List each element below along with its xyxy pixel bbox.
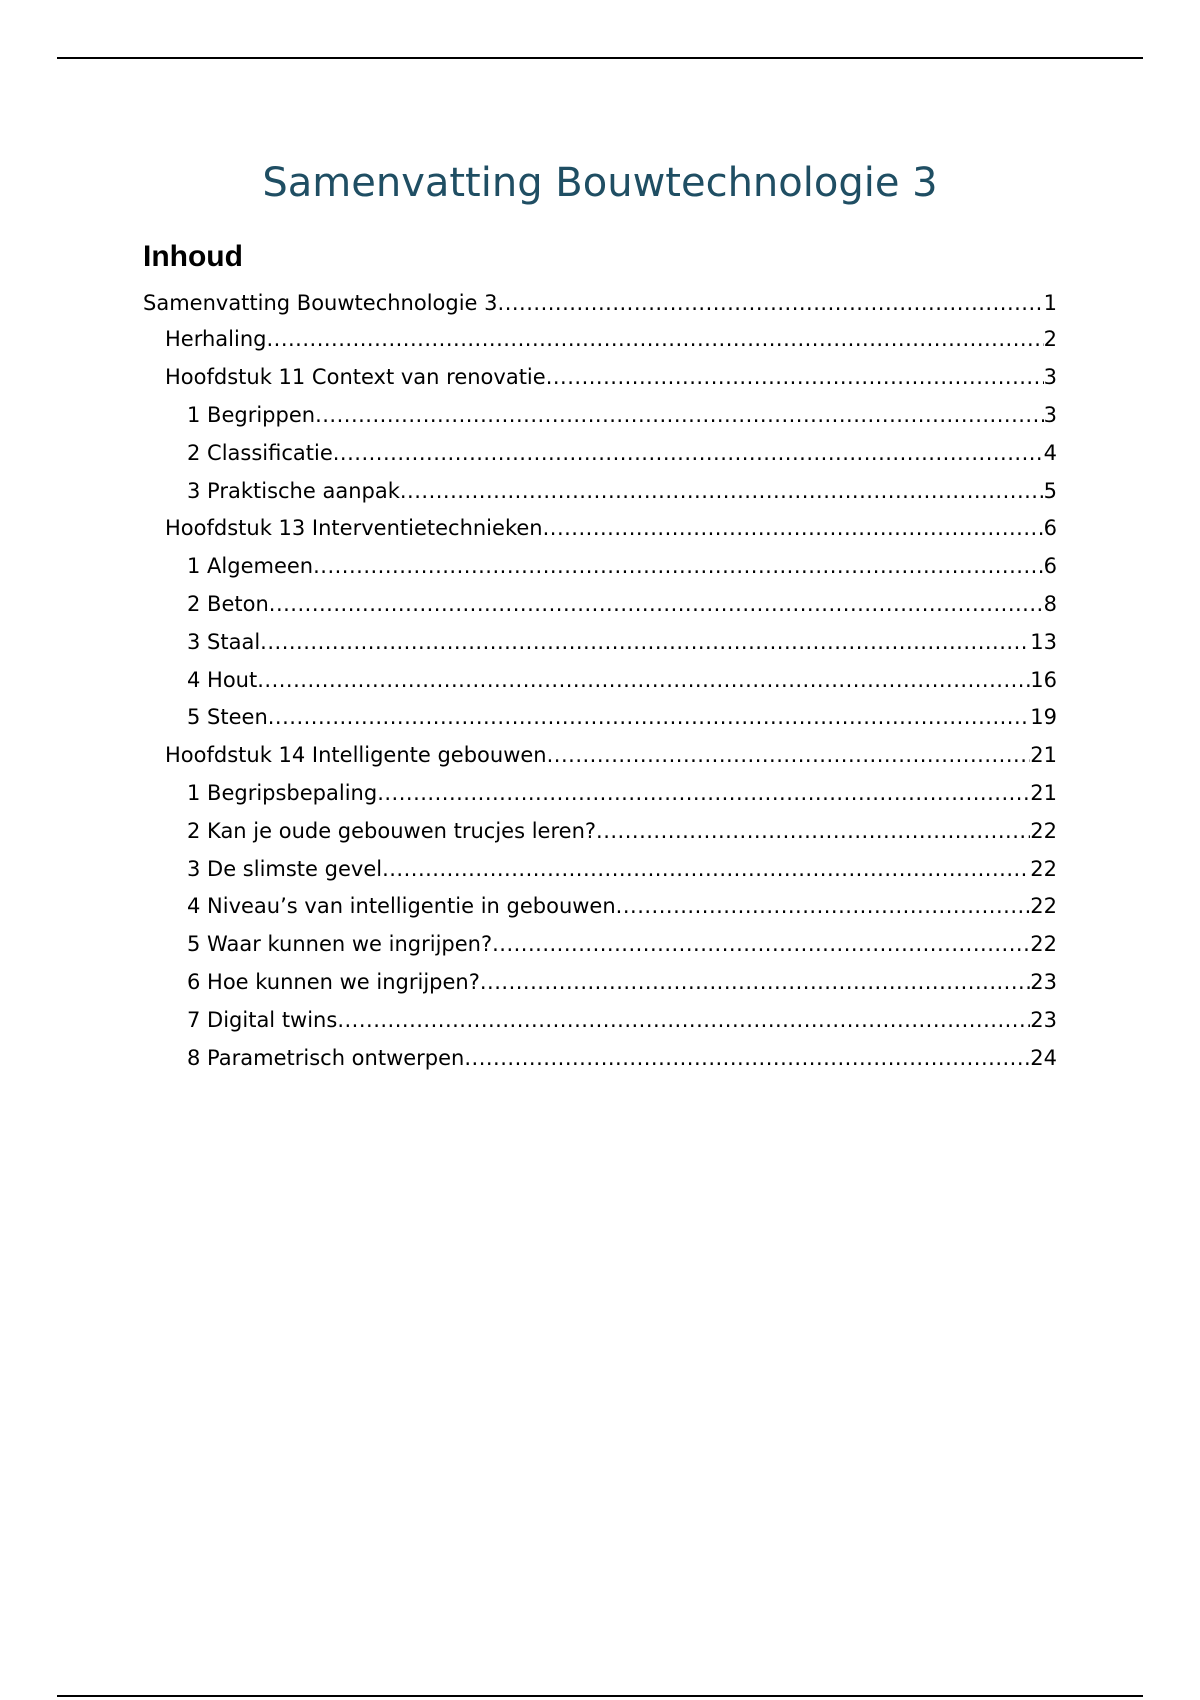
toc-leader (480, 970, 1030, 994)
toc-entry-label: 2 Kan je oude gebouwen trucjes leren? (187, 819, 597, 843)
footer-rule (57, 1695, 1143, 1697)
toc-entry-label: Samenvatting Bouwtechnologie 3 (143, 291, 498, 315)
toc-entry-label: 1 Algemeen (187, 554, 314, 578)
toc-leader (492, 932, 1030, 956)
toc-entry[interactable] (187, 705, 1057, 735)
toc-entry-label: 1 Begripsbepaling (187, 781, 378, 805)
toc-entry-label: 5 Steen (187, 705, 268, 729)
toc-entry-page: 24 (1030, 1046, 1057, 1070)
toc-entry-label: 2 Beton (187, 592, 269, 616)
toc-entry-page: 22 (1030, 857, 1057, 881)
toc-leader (377, 781, 1030, 805)
toc-entry[interactable] (165, 327, 1057, 357)
toc-entry-label: 3 De slimste gevel (187, 857, 383, 881)
toc-leader (269, 592, 1044, 616)
toc-entry[interactable] (143, 291, 1057, 321)
toc-leader (616, 894, 1031, 918)
toc-leader (498, 291, 1044, 315)
toc-entry-page: 23 (1030, 970, 1057, 994)
toc-entry[interactable] (187, 932, 1057, 962)
toc-leader (382, 857, 1030, 881)
toc-entry-label: Hoofdstuk 14 Intelligente gebouwen (165, 743, 547, 767)
toc-entry-page: 22 (1030, 819, 1057, 843)
toc-entry-page: 4 (1043, 441, 1057, 465)
toc-entry-label: 7 Digital twins (187, 1008, 338, 1032)
toc-entry-label: 3 Praktische aanpak (187, 479, 400, 503)
toc-entry-label: Hoofdstuk 11 Context van renovatie (165, 365, 546, 389)
toc-leader (596, 819, 1030, 843)
toc-entry-label: 4 Hout (187, 668, 258, 692)
toc-entry-page: 19 (1030, 705, 1057, 729)
toc-entry-page: 1 (1043, 291, 1057, 315)
toc-entry[interactable] (187, 592, 1057, 622)
toc-entry-label: 3 Staal (187, 630, 261, 654)
document-title: Samenvatting Bouwtechnologie 3 (262, 160, 938, 206)
toc-entry[interactable] (187, 857, 1057, 887)
toc-entry-page: 13 (1030, 630, 1057, 654)
toc-entry-label: Herhaling (165, 327, 267, 351)
toc-leader (400, 479, 1044, 503)
toc-leader (543, 516, 1044, 540)
toc-entry-label: Hoofdstuk 13 Interventietechnieken (165, 516, 543, 540)
toc-entry-page: 16 (1030, 668, 1057, 692)
header-rule (57, 57, 1143, 59)
toc-entry[interactable] (187, 819, 1057, 849)
toc-entry-page: 5 (1043, 479, 1057, 503)
toc-entry-page: 3 (1043, 365, 1057, 389)
toc-entry[interactable] (187, 403, 1057, 433)
toc-entry-page: 22 (1030, 894, 1057, 918)
toc-leader (260, 630, 1030, 654)
toc-entry-label: 5 Waar kunnen we ingrijpen? (187, 932, 493, 956)
toc-entry-page: 21 (1030, 781, 1057, 805)
toc-entry[interactable] (187, 554, 1057, 584)
toc-entry-label: 8 Parametrisch ontwerpen (187, 1046, 465, 1070)
toc-entry-page: 3 (1043, 403, 1057, 427)
toc-leader (313, 554, 1044, 578)
toc-entry-page: 21 (1030, 743, 1057, 767)
toc-entry-page: 22 (1030, 932, 1057, 956)
toc-leader (464, 1046, 1030, 1070)
toc-entry[interactable] (187, 441, 1057, 471)
toc-entry[interactable] (187, 781, 1057, 811)
toc-entry-page: 6 (1043, 554, 1057, 578)
toc-entry[interactable] (187, 668, 1057, 698)
toc-leader (257, 668, 1030, 692)
toc-entry[interactable] (187, 479, 1057, 509)
toc-leader (546, 365, 1044, 389)
toc-entry[interactable] (165, 365, 1057, 395)
toc-entry[interactable] (187, 630, 1057, 660)
toc-leader (268, 705, 1031, 729)
toc-entry[interactable] (165, 516, 1057, 546)
toc-leader (337, 1008, 1030, 1032)
toc-entry[interactable] (187, 1008, 1057, 1038)
toc-entry-label: 1 Begrippen (187, 403, 316, 427)
toc-entry-label: 4 Niveau’s van intelligentie in gebouwen (187, 894, 616, 918)
toc-entry-page: 2 (1043, 327, 1057, 351)
toc-entry[interactable] (187, 1046, 1057, 1076)
toc-entry-page: 8 (1043, 592, 1057, 616)
toc-entry[interactable] (165, 743, 1057, 773)
toc-leader (547, 743, 1031, 767)
toc-leader (266, 327, 1043, 351)
toc-entry-label: 6 Hoe kunnen we ingrijpen? (187, 970, 480, 994)
toc-entry-page: 6 (1043, 516, 1057, 540)
toc-leader (315, 403, 1044, 427)
toc-entry[interactable] (187, 894, 1057, 924)
toc-leader (333, 441, 1044, 465)
toc-entry[interactable] (187, 970, 1057, 1000)
toc-entry-page: 23 (1030, 1008, 1057, 1032)
toc-heading: Inhoud (143, 240, 243, 273)
toc-entry-label: 2 Classificatie (187, 441, 333, 465)
